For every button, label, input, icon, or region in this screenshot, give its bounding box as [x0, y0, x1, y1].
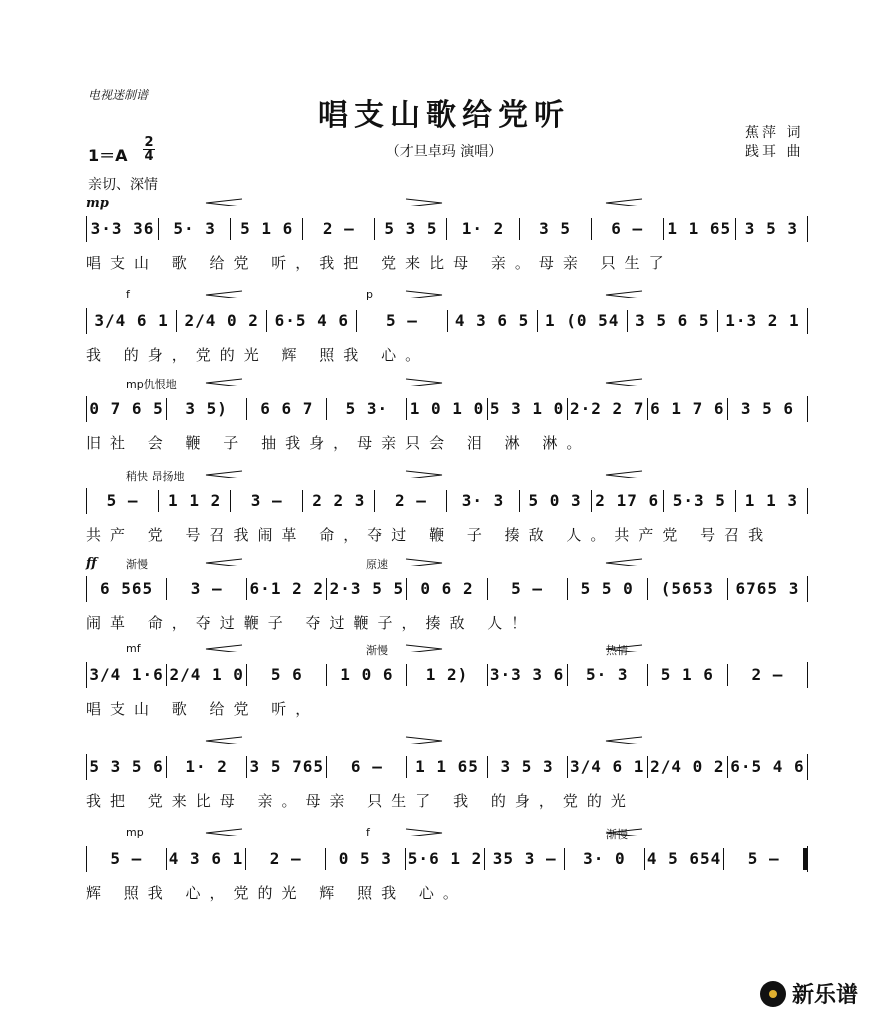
score-system	[86, 288, 806, 364]
measure: 5 –	[357, 310, 447, 332]
dynamic-marking: ff	[86, 556, 97, 571]
notation-line	[86, 216, 808, 242]
measure: 1 1 65	[407, 756, 487, 778]
measure: 5 1 6	[648, 664, 728, 686]
score-system	[86, 196, 806, 272]
lyrics-line: 辉 照我 心，党的光 辉 照我 心。	[86, 884, 467, 902]
measure: 1 1 2	[159, 490, 231, 512]
score-system	[86, 376, 806, 452]
expression-marking: 渐慢	[606, 828, 628, 841]
site-logo	[760, 978, 858, 1009]
measure: 5 1 6	[231, 218, 303, 240]
measure: 2·3 5 5	[327, 578, 407, 600]
measure: 1 0 1 0	[407, 398, 487, 420]
lyrics-line: 我 的身，党的光 辉 照我 心。	[86, 346, 430, 364]
measure: 3/4 6 1	[87, 310, 177, 332]
composer-credit: 践耳 曲	[745, 144, 804, 160]
measure: 0 5 3	[326, 848, 406, 870]
measure: 3· 0	[565, 848, 645, 870]
measure: 2/4 1 0	[167, 664, 247, 686]
measure: 3· 3	[447, 490, 519, 512]
hairpin-marks	[86, 470, 806, 478]
measure: 6 565	[87, 578, 167, 600]
notation-line	[86, 662, 808, 688]
expression-marking: f	[126, 288, 130, 301]
lyrics-line: 旧社 会 鞭 子 抽我身，母亲只会 泪 淋 淋。	[86, 434, 591, 452]
measure: 3 5 3	[744, 219, 798, 238]
notation-line	[86, 846, 808, 872]
lyrics-line: 闹革 命，夺过鞭子 夺过鞭子，揍敌 人！	[86, 614, 536, 632]
expression-marking: 稍快 昂扬地	[126, 470, 185, 483]
measure: 2/4 0 2	[648, 756, 728, 778]
measure: 4 3 6 1	[167, 848, 247, 870]
measure: 3 5 6 5	[628, 310, 718, 332]
measure: 5 3 5 6	[87, 756, 167, 778]
notation-line	[86, 488, 808, 514]
meter-top: 2	[144, 135, 154, 150]
score-system	[86, 556, 806, 632]
measure: 2 –	[246, 848, 326, 870]
expression-marking: f	[366, 826, 370, 839]
singer-credit: （才旦卓玛 演唱）	[385, 144, 503, 160]
measure: 5 5 0	[568, 578, 648, 600]
tempo-marking: 亲切、深情	[88, 177, 158, 193]
expression-marking: 热情	[606, 644, 628, 657]
notation-line	[86, 396, 808, 422]
measure: 3 5	[520, 218, 592, 240]
hairpin-marks	[86, 644, 806, 652]
measure: 6 1 7 6	[648, 398, 728, 420]
measure: 3 5 6	[740, 399, 795, 418]
lyrics-line: 唱支山 歌 给党 听，我把 党来比母 亲。母亲 只生了	[86, 254, 673, 272]
measure: 2 –	[303, 218, 375, 240]
measure: 2·2 2 7	[568, 398, 648, 420]
measure: 3 –	[167, 578, 247, 600]
lyricist-credit: 蕉萍 词	[745, 125, 804, 141]
measure: 5 –	[488, 578, 568, 600]
measure: 2 –	[751, 665, 784, 684]
measure: 6·5 4 6	[267, 310, 357, 332]
hairpin-marks	[86, 198, 806, 206]
measure: 4 5 654	[645, 848, 725, 870]
measure: 3 –	[231, 490, 303, 512]
expression-marking: 原速	[366, 558, 388, 571]
notation-line	[86, 308, 808, 334]
measure: 6·1 2 2	[247, 578, 327, 600]
measure: 2 –	[375, 490, 447, 512]
logo-text: 新乐谱	[792, 983, 859, 1008]
measure: 3 5)	[167, 398, 247, 420]
song-title: 唱支山歌给党听	[318, 98, 570, 133]
measure: 5 6	[247, 664, 327, 686]
measure: 1 1 3	[744, 491, 798, 510]
hairpin-marks	[86, 736, 806, 744]
measure: 0 6 2	[407, 578, 487, 600]
measure: 1 0 6	[327, 664, 407, 686]
expression-marking: mp仇恨地	[126, 378, 177, 391]
score-system	[86, 826, 806, 902]
measure: 2/4 0 2	[177, 310, 267, 332]
expression-marking: mf	[126, 642, 141, 655]
score-system	[86, 642, 806, 718]
meter-bottom: 4	[144, 149, 154, 164]
record-disc-icon	[760, 981, 786, 1007]
measure: 3·3 3 6	[488, 664, 568, 686]
measure: 5 0 3	[520, 490, 592, 512]
notation-line	[86, 576, 808, 602]
measure: 5 –	[87, 490, 159, 512]
dynamic-marking: mp	[86, 196, 109, 211]
expression-marking: mp	[126, 826, 144, 839]
hairpin-marks	[86, 378, 806, 386]
measure: 3·3 36	[87, 218, 159, 240]
hairpin-marks	[86, 828, 806, 836]
lyrics-line: 唱支山 歌 给党 听，	[86, 700, 320, 718]
score-system	[86, 734, 806, 810]
measure: 5 3 5	[375, 218, 447, 240]
lyrics-line: 共产 党 号召我闹革 命，夺过 鞭 子 揍敌 人。共产党 号召我	[86, 526, 773, 544]
measure: (5653	[648, 578, 728, 600]
measure: 3/4 6 1	[568, 756, 648, 778]
score-system	[86, 468, 806, 544]
key-signature: 1＝A	[88, 146, 128, 165]
measure: 3 5 3	[488, 756, 568, 778]
measure: 6 –	[592, 218, 664, 240]
hairpin-marks	[86, 558, 806, 566]
measure: 5·6 1 2	[406, 848, 486, 870]
measure: 35 3 –	[485, 848, 565, 870]
measure: 1 (0 54	[538, 310, 628, 332]
expression-marking: 渐慢	[366, 644, 388, 657]
measure: 6765 3	[735, 579, 800, 598]
measure: 1 2)	[407, 664, 487, 686]
measure: 5 –	[87, 848, 167, 870]
time-signature	[143, 136, 155, 163]
measure: 1 1 65	[664, 218, 736, 240]
measure: 6 –	[327, 756, 407, 778]
measure: 2 17 6	[592, 490, 664, 512]
measure: 6·5 4 6	[730, 757, 805, 776]
source-credit: 电视迷制谱	[88, 88, 149, 102]
measure: 1·3 2 1	[725, 311, 800, 330]
measure: 5 3 1 0	[488, 398, 568, 420]
hairpin-marks	[86, 290, 806, 298]
measure: 5· 3	[568, 664, 648, 686]
measure: 2 2 3	[303, 490, 375, 512]
expression-marking: 渐慢	[126, 558, 148, 571]
expression-marking: p	[366, 288, 373, 301]
measure: 5 –	[724, 848, 807, 870]
measure: 3 5 765	[247, 756, 327, 778]
measure: 0 7 6 5	[87, 398, 167, 420]
measure: 1· 2	[167, 756, 247, 778]
measure: 5· 3	[159, 218, 231, 240]
measure: 6 6 7	[247, 398, 327, 420]
notation-line	[86, 754, 808, 780]
lyrics-line: 我把 党来比母 亲。母亲 只生了 我 的身，党的光	[86, 792, 635, 810]
measure: 1· 2	[447, 218, 519, 240]
measure: 5·3 5	[664, 490, 736, 512]
measure: 3/4 1·6	[87, 664, 167, 686]
measure: 5 3·	[327, 398, 407, 420]
measure: 4 3 6 5	[448, 310, 538, 332]
